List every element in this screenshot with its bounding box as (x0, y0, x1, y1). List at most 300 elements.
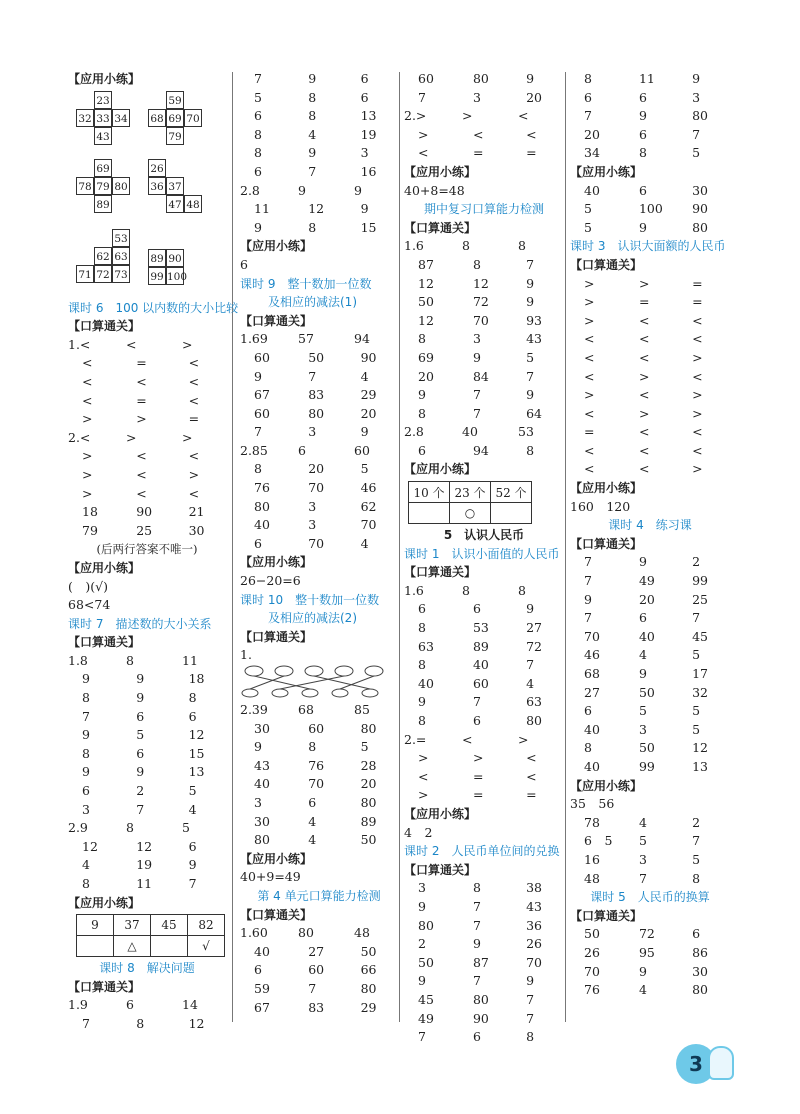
answer-row (570, 925, 730, 944)
answer-cell: 80 (692, 219, 708, 235)
unit-title: 5 认识人民币 (443, 528, 525, 543)
answer-cell: > (136, 411, 147, 427)
lesson-title: 课时 4 练习课 (608, 518, 692, 533)
answer-cell: > (584, 387, 595, 403)
answer-cell: 30 (188, 522, 205, 538)
answer-row (68, 522, 226, 541)
table-cell (151, 936, 188, 957)
answer-cell: < (82, 392, 93, 408)
answer-row (404, 582, 564, 601)
answer-cell: 63 (526, 694, 542, 710)
answer-cell: 2.< (68, 429, 91, 445)
answer-cell: 40 (472, 657, 489, 673)
answer-line: 40+9=49 (240, 869, 301, 885)
answer-cell: < (584, 368, 595, 384)
answer-cell: 7 (692, 610, 701, 626)
answer-cell: < (188, 448, 200, 464)
answer-row (404, 972, 564, 991)
answer-cell: < (136, 373, 147, 389)
answer-cell: > (692, 461, 703, 477)
answer-row (404, 879, 564, 898)
answer-row (68, 875, 226, 894)
answer-cell: 5 (692, 721, 701, 737)
answer-row (68, 996, 226, 1015)
answer-cell: 3 (638, 851, 647, 867)
answer-cell: 7 (472, 973, 481, 989)
answer-cell: 45 (692, 628, 708, 644)
table-cell: 45 (151, 915, 188, 936)
answer-cell: 5 (526, 349, 535, 365)
answer-cell: 94 (472, 442, 489, 458)
answer-cell: 3 (308, 498, 317, 514)
answer-cell: < (584, 349, 595, 365)
answer-cell: 8 (136, 1015, 145, 1031)
answer-cell: 9 (692, 71, 701, 86)
lesson-title: 课时 7 描述数的大小关系 (68, 616, 212, 631)
answer-cell: 87 (472, 954, 489, 970)
section-heading: 【应用小练】 (68, 560, 141, 575)
answer-cell: 20 (418, 368, 434, 384)
answer-cell: 20 (360, 776, 377, 792)
answer-table (408, 481, 532, 524)
answer-cell: > (188, 466, 200, 482)
answer-cell: 90 (360, 349, 377, 365)
answer-cell: 6 5 (584, 833, 613, 849)
answer-cell: < (188, 392, 200, 408)
answer-cell: 36 (526, 917, 542, 933)
answer-row (68, 485, 226, 504)
answer-cell: 80 (308, 405, 325, 421)
answer-cell: 8 (82, 745, 90, 761)
answer-row (240, 182, 398, 201)
answer-cell: = (584, 424, 595, 440)
answer-cell: 26 (584, 944, 600, 960)
answer-cell: = (188, 411, 200, 427)
answer-cell: 40 (584, 721, 600, 737)
answer-cell: 9 (526, 387, 535, 403)
answer-cell: 76 (584, 982, 600, 998)
answer-cell: 12 (188, 727, 205, 743)
answer-cell: 6 (638, 182, 647, 198)
answer-cell: 7 (308, 163, 317, 179)
answer-cell: 8 (308, 89, 317, 105)
answer-cell: 2.9 (68, 820, 88, 836)
answer-cell: 12 (188, 1015, 205, 1031)
answer-cell: < (518, 108, 529, 124)
grid-cell: 48 (184, 195, 202, 213)
answer-row (240, 924, 398, 943)
answer-cell: 99 (638, 758, 655, 774)
answer-cell: 7 (82, 1015, 90, 1031)
answer-row (240, 831, 398, 850)
section-heading: 【应用小练】 (404, 462, 477, 477)
answer-row (570, 312, 730, 331)
grid-cell: 79 (94, 177, 112, 195)
answer-cell: 30 (692, 182, 708, 198)
answer-row (240, 479, 398, 498)
answer-cell: 9 (308, 145, 317, 161)
answer-cell: 9 (354, 182, 362, 198)
answer-cell: 6 (136, 745, 145, 761)
answer-cell: = (638, 294, 650, 310)
answer-cell: 7 (692, 833, 701, 849)
answer-row (68, 410, 226, 429)
answer-cell: 20 (584, 126, 600, 142)
answer-cell: 40 (584, 758, 600, 774)
answer-cell: 6 (254, 163, 262, 179)
answer-cell: < (584, 461, 595, 477)
answer-cell: 12 (472, 275, 489, 291)
answer-cell: 9 (472, 936, 481, 952)
answer-row (240, 405, 398, 424)
answer-row (570, 89, 730, 108)
answer-row (570, 107, 730, 126)
answer-row (240, 126, 398, 145)
answer-cell: 29 (360, 387, 377, 403)
column-divider (399, 72, 400, 1022)
answer-cell: 67 (254, 999, 270, 1015)
answer-cell: 8 (526, 442, 535, 458)
answer-cell: 9 (526, 973, 535, 989)
answer-cell: 8 (518, 238, 526, 254)
answer-cell: 3 (360, 145, 369, 161)
answer-cell: 5 (692, 851, 701, 867)
answer-cell: 3 (308, 424, 317, 440)
answer-cell: 50 (638, 684, 655, 700)
answer-cell: > (418, 126, 429, 142)
answer-row (68, 745, 226, 764)
answer-cell: 5 (638, 833, 647, 849)
answer-cell: 15 (188, 745, 205, 761)
answer-row (404, 749, 564, 768)
answer-cell: < (136, 485, 147, 501)
answer-cell: 80 (360, 980, 377, 996)
answer-cell: 9 (418, 898, 426, 914)
answer-cell: 19 (136, 857, 153, 873)
answer-row (570, 981, 730, 1000)
answer-cell: 70 (360, 517, 377, 533)
grid-cell: 68 (148, 109, 166, 127)
answer-cell: 64 (526, 405, 542, 421)
answer-cell: 3 (472, 331, 481, 347)
section-heading: 【口算通关】 (68, 979, 141, 994)
answer-cell: 49 (638, 573, 655, 589)
number-grid-puzzles (68, 89, 226, 299)
answer-cell: 48 (584, 870, 600, 886)
answer-row (240, 738, 398, 757)
answer-cell: 2 (418, 936, 426, 952)
answer-cell: < (638, 312, 650, 328)
answer-row (404, 256, 564, 275)
grid-cell: 63 (112, 247, 130, 265)
answer-cell: 90 (472, 1010, 489, 1026)
table-cell: 37 (114, 915, 151, 936)
answer-cell: 5 (254, 89, 262, 105)
lesson-title: 课时 10 整十数加一位数 (240, 592, 380, 607)
answer-cell: 9 (136, 764, 145, 780)
answer-cell: 40 (462, 424, 478, 440)
grid-cell: 70 (184, 109, 202, 127)
answer-row (570, 144, 730, 163)
answer-cell: 72 (638, 926, 655, 942)
answer-cell: 83 (308, 999, 325, 1015)
answer-line: ( )(√) (68, 578, 108, 594)
answer-row (570, 275, 730, 294)
answer-cell: 11 (182, 652, 198, 668)
grid-cell: 100 (166, 267, 184, 285)
answer-row (240, 89, 398, 108)
answer-cell: 70 (472, 312, 489, 328)
answer-cell: < (584, 442, 595, 458)
answer-line: 26−20=6 (240, 573, 301, 589)
answer-row (404, 600, 564, 619)
answer-row (404, 712, 564, 731)
answer-row (68, 429, 226, 448)
answer-row (570, 758, 730, 777)
answer-cell: 8 (584, 71, 592, 86)
answer-cell: 8 (308, 739, 317, 755)
answer-cell: 3 (82, 801, 90, 817)
answer-cell: > (82, 448, 93, 464)
answer-cell: 7 (472, 694, 481, 710)
answer-cell: 80 (360, 794, 377, 810)
answer-cell: 7 (308, 980, 317, 996)
answer-row (240, 163, 398, 182)
answer-cell: 15 (360, 219, 377, 235)
answer-cell: 14 (182, 997, 198, 1013)
answer-row (68, 838, 226, 857)
answer-cell: 48 (354, 925, 370, 941)
answer-row (240, 423, 398, 442)
answer-row (570, 219, 730, 238)
answer-cell: 70 (308, 535, 325, 551)
answer-cell: 6 (638, 126, 647, 142)
answer-cell: 34 (584, 145, 600, 161)
answer-row (570, 293, 730, 312)
answer-row (240, 70, 398, 89)
answer-cell: 6 (126, 997, 134, 1013)
answer-cell: 27 (308, 943, 325, 959)
answer-cell: 43 (526, 898, 542, 914)
answer-cell: 12 (82, 838, 98, 854)
answer-cell: 7 (638, 870, 647, 886)
answer-cell: 9 (638, 108, 647, 124)
answer-cell: > (82, 485, 93, 501)
answer-cell: 7 (526, 1010, 535, 1026)
answer-cell: 78 (584, 814, 600, 830)
section-heading: 【口算通关】 (240, 629, 313, 644)
answer-cell: 9 (360, 201, 369, 217)
answer-cell: 80 (526, 713, 542, 728)
answer-cell: 16 (360, 163, 377, 179)
answer-row (68, 708, 226, 727)
answer-cell: 5 (360, 739, 369, 755)
answer-cell: 8 (418, 405, 426, 421)
answer-cell: 80 (472, 991, 489, 1007)
answer-cell: 12 (418, 275, 434, 291)
answer-cell: 8 (462, 238, 470, 254)
grid-cell: 26 (148, 159, 166, 177)
answer-cell: 8 (418, 620, 426, 636)
answer-row (570, 405, 730, 424)
answer-row (240, 775, 398, 794)
answer-cell: 27 (526, 620, 542, 636)
answer-cell: 9 (418, 694, 426, 710)
answer-cell: 89 (360, 813, 377, 829)
answer-row (240, 442, 398, 461)
answer-cell: 25 (136, 522, 153, 538)
answer-cell: 26 (526, 936, 542, 952)
answer-cell: 9 (526, 294, 535, 310)
answer-cell: 40 (254, 517, 270, 533)
answer-cell: 2.= (404, 731, 427, 747)
answer-cell: 2.8 (240, 182, 260, 198)
table-cell: 23 个 (450, 482, 491, 503)
answer-cell: < (692, 368, 703, 384)
answer-cell: 9 (82, 671, 90, 687)
answer-cell: 8 (82, 690, 90, 706)
answer-row (404, 89, 564, 108)
section-heading: 【口算通关】 (570, 257, 643, 272)
answer-cell: 1.8 (68, 652, 88, 668)
table-cell (409, 503, 450, 524)
answer-cell: 94 (354, 331, 370, 347)
answer-cell: 20 (308, 461, 325, 477)
table-cell: 52 个 (491, 482, 532, 503)
answer-cell: < (82, 373, 93, 389)
answer-cell: 6 (254, 108, 262, 124)
answer-cell: 5 (584, 219, 592, 235)
answer-cell: 60 (308, 962, 325, 978)
answer-cell: 59 (254, 980, 270, 996)
answer-row (68, 466, 226, 485)
answer-row (68, 689, 226, 708)
grid-cell: 69 (166, 109, 184, 127)
section-heading: 【应用小练】 (570, 778, 643, 793)
answer-cell: > (584, 294, 595, 310)
answer-cell: 9 (82, 764, 90, 780)
answer-cell: 43 (526, 331, 542, 347)
answer-cell: 5 (584, 201, 592, 217)
answer-cell: 6 (360, 89, 369, 105)
answer-cell: 9 (418, 973, 426, 989)
answer-cell: 1.< (68, 336, 91, 352)
answer-cell: 8 (308, 219, 317, 235)
grid-cell: 71 (76, 265, 94, 283)
answer-cell: 9 (526, 71, 535, 86)
answer-cell: 69 (418, 349, 434, 365)
answer-cell: > (638, 368, 650, 384)
answer-row (404, 423, 564, 442)
answer-cell: 6 (188, 708, 197, 724)
answer-cell: = (526, 145, 537, 161)
answer-cell: 80 (298, 925, 314, 941)
grid-cell: 69 (94, 159, 112, 177)
answer-row (404, 70, 564, 89)
answer-cell: 8 (418, 657, 426, 673)
answer-cell: > (692, 405, 703, 421)
section-heading: 【应用小练】 (570, 481, 643, 496)
answer-cell: 3 (472, 89, 481, 105)
answer-cell: 60 (254, 405, 270, 421)
answer-cell: 60 (354, 442, 370, 458)
answer-cell: 8 (82, 876, 90, 891)
answer-cell: 9 (418, 387, 426, 403)
answer-cell: > (692, 349, 703, 365)
answer-row (240, 720, 398, 739)
answer-row (404, 275, 564, 294)
answer-cell: 25 (692, 591, 708, 607)
answer-row (570, 851, 730, 870)
answer-cell: 7 (254, 424, 262, 440)
answer-row (240, 368, 398, 387)
grid-cell: 89 (94, 195, 112, 213)
answer-cell: < (526, 768, 537, 784)
answer-cell: = (136, 355, 147, 371)
answer-cell: 7 (584, 108, 592, 124)
grid-cell: 37 (166, 177, 184, 195)
answer-cell: 9 (254, 368, 262, 384)
answer-cell: 8 (254, 461, 262, 477)
answer-cell: > (584, 275, 595, 291)
answer-cell: 6 (254, 962, 262, 978)
answer-cell: 8 (518, 582, 526, 598)
answer-row (240, 349, 398, 368)
answer-cell: 21 (188, 504, 205, 520)
unit-title: 第 4 单元口算能力检测 (257, 888, 381, 903)
answer-row (240, 516, 398, 535)
answer-cell: 90 (692, 201, 708, 217)
answer-cell: 5 (692, 647, 701, 663)
answer-cell: 7 (472, 898, 481, 914)
answer-row (404, 1028, 564, 1047)
answer-cell: 7 (472, 917, 481, 933)
answer-cell: 3 (692, 89, 701, 105)
answer-cell: < (188, 485, 200, 501)
answer-cell: 7 (418, 89, 426, 105)
answer-cell: 79 (82, 522, 98, 538)
answer-cell: 13 (360, 108, 377, 124)
answer-row (570, 442, 730, 461)
answer-cell: 50 (418, 294, 434, 310)
answer-row (570, 609, 730, 628)
answer-row (404, 293, 564, 312)
answer-cell: 9 (360, 424, 369, 440)
grid-cell: 33 (94, 109, 112, 127)
answer-cell: 70 (308, 776, 325, 792)
answer-cell: 6 (692, 926, 701, 942)
answer-row (240, 498, 398, 517)
answer-cell: 76 (254, 480, 270, 496)
answer-cell: 9 (298, 182, 306, 198)
answer-cell: 40 (254, 776, 270, 792)
answer-cell: 9 (638, 963, 647, 979)
answer-cell: < (526, 126, 537, 142)
answer-row (570, 126, 730, 145)
answer-cell: 63 (418, 638, 434, 654)
answer-row (240, 961, 398, 980)
answer-cell: 50 (584, 926, 600, 942)
answer-cell: 8 (254, 145, 262, 161)
answer-cell: 2.8 (404, 424, 424, 440)
answer-row (240, 701, 398, 720)
answer-cell: > (82, 466, 93, 482)
answer-cell: 93 (526, 312, 542, 328)
answer-row (240, 980, 398, 999)
answer-row (404, 144, 564, 163)
answer-cell: 85 (354, 702, 370, 717)
answer-cell: 60 (472, 675, 489, 691)
